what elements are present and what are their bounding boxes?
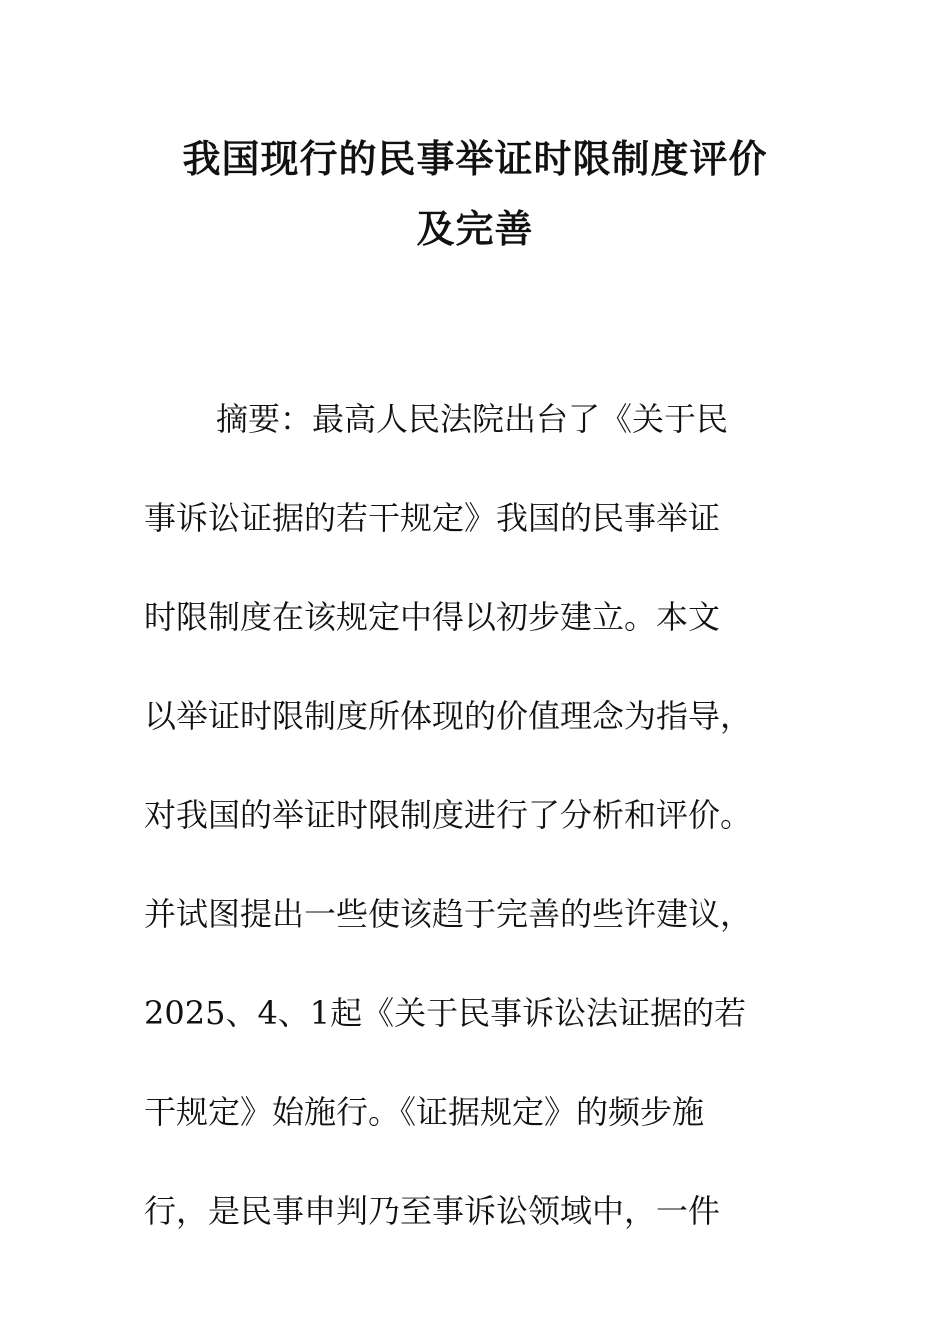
document-title [0,124,950,264]
abstract-paragraph [144,370,824,1261]
body-line-3: 时限制度在该规定中得以初步建立。本文 [144,598,721,636]
title-line-1: 我国现行的民事举证时限制度评价 [182,136,768,181]
body-line-2: 事诉讼证据的若干规定》我国的民事举证 [144,499,721,537]
body-line-9: 行，是民事申判乃至事诉讼领域中，一件 [144,1192,721,1230]
body-line-7: 2025、4、1起《关于民事诉讼法证据的若 [144,994,747,1032]
body-line-6: 并试图提出一些使该趋于完善的些许建议， [144,895,753,933]
title-line-2: 及完善 [416,206,534,251]
body-line-5: 对我国的举证时限制度进行了分析和评价。 [144,796,753,834]
body-line-8: 干规定》始施行。《证据规定》的频步施 [144,1093,705,1131]
body-line-1: 摘要：最高人民法院出台了《关于民 [216,400,729,438]
body-line-4: 以举证时限制度所体现的价值理念为指导， [144,697,753,735]
